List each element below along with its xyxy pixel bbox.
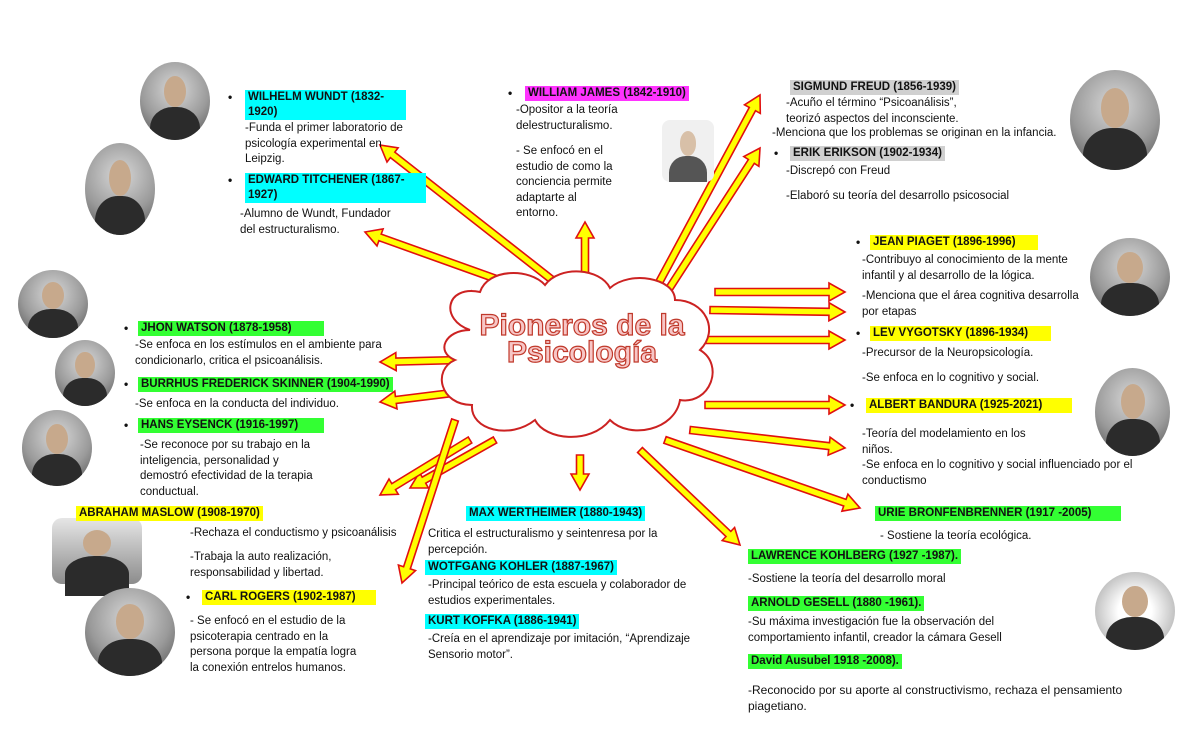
wertheimer-heading: MAX WERTHEIMER (1880-1943) [466, 506, 645, 521]
vygotsky-heading: LEV VYGOTSKY (1896-1934) [870, 326, 1051, 341]
bullet: • [124, 377, 129, 391]
james-text-1: -Opositor a la teoría delestructuralismo. [516, 104, 618, 132]
bullet: • [124, 418, 129, 432]
watson-photo [18, 270, 88, 338]
vygotsky-text-2: -Se enfoca en lo cognitivo y social. [862, 372, 1040, 384]
erikson-text-2: -Elaboró su teoría del desarrollo psicosocial [786, 190, 1010, 202]
connector-arrow-9 [705, 396, 845, 414]
bullet: • [774, 146, 779, 160]
bullet: • [508, 86, 513, 100]
bullet: • [856, 326, 861, 340]
maslow-heading: ABRAHAM MASLOW (1908-1970) [76, 506, 263, 521]
piaget-photo [1090, 238, 1170, 316]
kohlberg-text: -Sostiene la teoría del desarrollo moral [748, 573, 946, 585]
wundt-photo [140, 62, 210, 140]
bullet: • [124, 321, 129, 335]
titchener-text: -Alumno de Wundt, Fundador del estructuralismo. [240, 208, 391, 236]
page-title: Pioneros de la Psicología [479, 309, 685, 369]
james-photo [662, 120, 714, 182]
bandura-text: -Teoría del modelamiento en los niños. -Se enfoca en lo cognitivo y social influenciado por el conductismo [862, 428, 1133, 487]
kohlberg-heading: LAWRENCE KOHLBERG (1927 -1987). [748, 549, 961, 564]
maslow-text-1: -Rechaza el conductismo y psicoanálisis [190, 527, 397, 539]
connector-arrow-16 [398, 419, 458, 583]
watson-text: -Se enfoca en los estímulos en el ambiente para condicionarlo, critica el psicoanálisis. [135, 339, 382, 367]
connector-arrow-13 [571, 455, 589, 490]
maslow-text-2: -Trabaja la auto realización, responsabilidad y libertad. [190, 551, 332, 579]
bullet: • [228, 173, 233, 187]
koffka-text: -Creía en el aprendizaje por imitación, “Aprendizaje Sensorio motor”. [428, 633, 691, 661]
wertheimer-text: Critica el estructuralismo y seintenresa por la percepción. [428, 528, 658, 556]
bronfenbrenner-heading: URIE BRONFENBRENNER (1917 -2005) [875, 506, 1121, 521]
rogers-text: - Se enfocó en el estudio de la psicoterapia centrado en la persona porque la empatía logra la conexión entrelos humanos. [190, 615, 357, 674]
koffka-heading: KURT KOFFKA (1886-1941) [425, 614, 579, 629]
kohler-text: -Principal teórico de esta escuela y colaborador de estudios experimentales. [428, 579, 687, 607]
skinner-photo [55, 340, 115, 406]
freud-text: -Acuño el término “Psicoanálisis”, teorizó aspectos del inconsciente. [786, 97, 959, 125]
james-text-2: - Se enfocó en el estudio de como la conciencia permite adaptarte al entorno. [516, 145, 613, 219]
watson-heading: JHON WATSON (1878-1958) [138, 321, 324, 336]
connector-arrow-7 [710, 303, 845, 321]
freud-text-2: -Menciona que los problemas se originan en la infancia. [772, 127, 1057, 139]
freud-heading: SIGMUND FREUD (1856-1939) [790, 80, 959, 95]
wundt-heading: WILHELM WUNDT (1832-1920) [245, 90, 406, 120]
eysenck-text: -Se reconoce por su trabajo en la inteligencia, personalidad y demostró efectividad de la terapia conductual. [140, 439, 313, 498]
skinner-text: -Se enfoca en la conducta del individuo. [135, 398, 339, 410]
rogers-heading: CARL ROGERS (1902-1987) [202, 590, 376, 605]
piaget-text-1: -Contribuyo al conocimiento de la mente infantil y al desarrollo de la lógica. [862, 254, 1068, 282]
eysenck-photo [22, 410, 92, 486]
bullet: • [228, 90, 233, 104]
james-heading: WILLIAM JAMES (1842-1910) [525, 86, 689, 101]
bullet: • [850, 398, 855, 412]
eysenck-heading: HANS EYSENCK (1916-1997) [138, 418, 324, 433]
kohler-heading: WOTFGANG KOHLER (1887-1967) [425, 560, 617, 575]
bullet: • [856, 235, 861, 249]
erikson-text-1: -Discrepó con Freud [786, 165, 891, 177]
bronfenbrenner-text: - Sostiene la teoría ecológica. [880, 530, 1032, 542]
gesell-heading: ARNOLD GESELL (1880 -1961). [748, 596, 924, 611]
gesell-photo [1095, 572, 1175, 650]
ausubel-heading: David Ausubel 1918 -2008). [748, 654, 902, 669]
wundt-text: -Funda el primer laboratorio de psicología experimental en Leipzig. [245, 122, 403, 165]
connector-arrow-8 [700, 331, 845, 349]
rogers-photo [85, 588, 175, 676]
gesell-text: -Su máxima investigación fue la observación del comportamiento infantil, creador la cámara Gesell [748, 616, 1002, 644]
ausubel-text: -Reconocido por su aporte al constructivismo, rechaza el pensamiento piagetiano. [748, 683, 1123, 713]
bandura-heading: ALBERT BANDURA (1925-2021) [866, 398, 1072, 413]
connector-arrow-10 [690, 427, 845, 456]
titchener-photo [85, 143, 155, 235]
freud-photo [1070, 70, 1160, 170]
skinner-heading: BURRHUS FREDERICK SKINNER (1904-1990) [138, 377, 393, 392]
piaget-text-2: -Menciona que el área cognitiva desarrolla por etapas [862, 290, 1079, 318]
vygotsky-text-1: -Precursor de la Neuropsicología. [862, 347, 1034, 359]
erikson-heading: ERIK ERIKSON (1902-1934) [790, 146, 945, 161]
bullet: • [186, 590, 191, 604]
connector-arrow-6 [715, 283, 845, 301]
titchener-heading: EDWARD TITCHENER (1867-1927) [245, 173, 426, 203]
connector-arrow-14 [410, 437, 497, 488]
maslow-photo [52, 518, 142, 584]
piaget-heading: JEAN PIAGET (1896-1996) [870, 235, 1038, 250]
